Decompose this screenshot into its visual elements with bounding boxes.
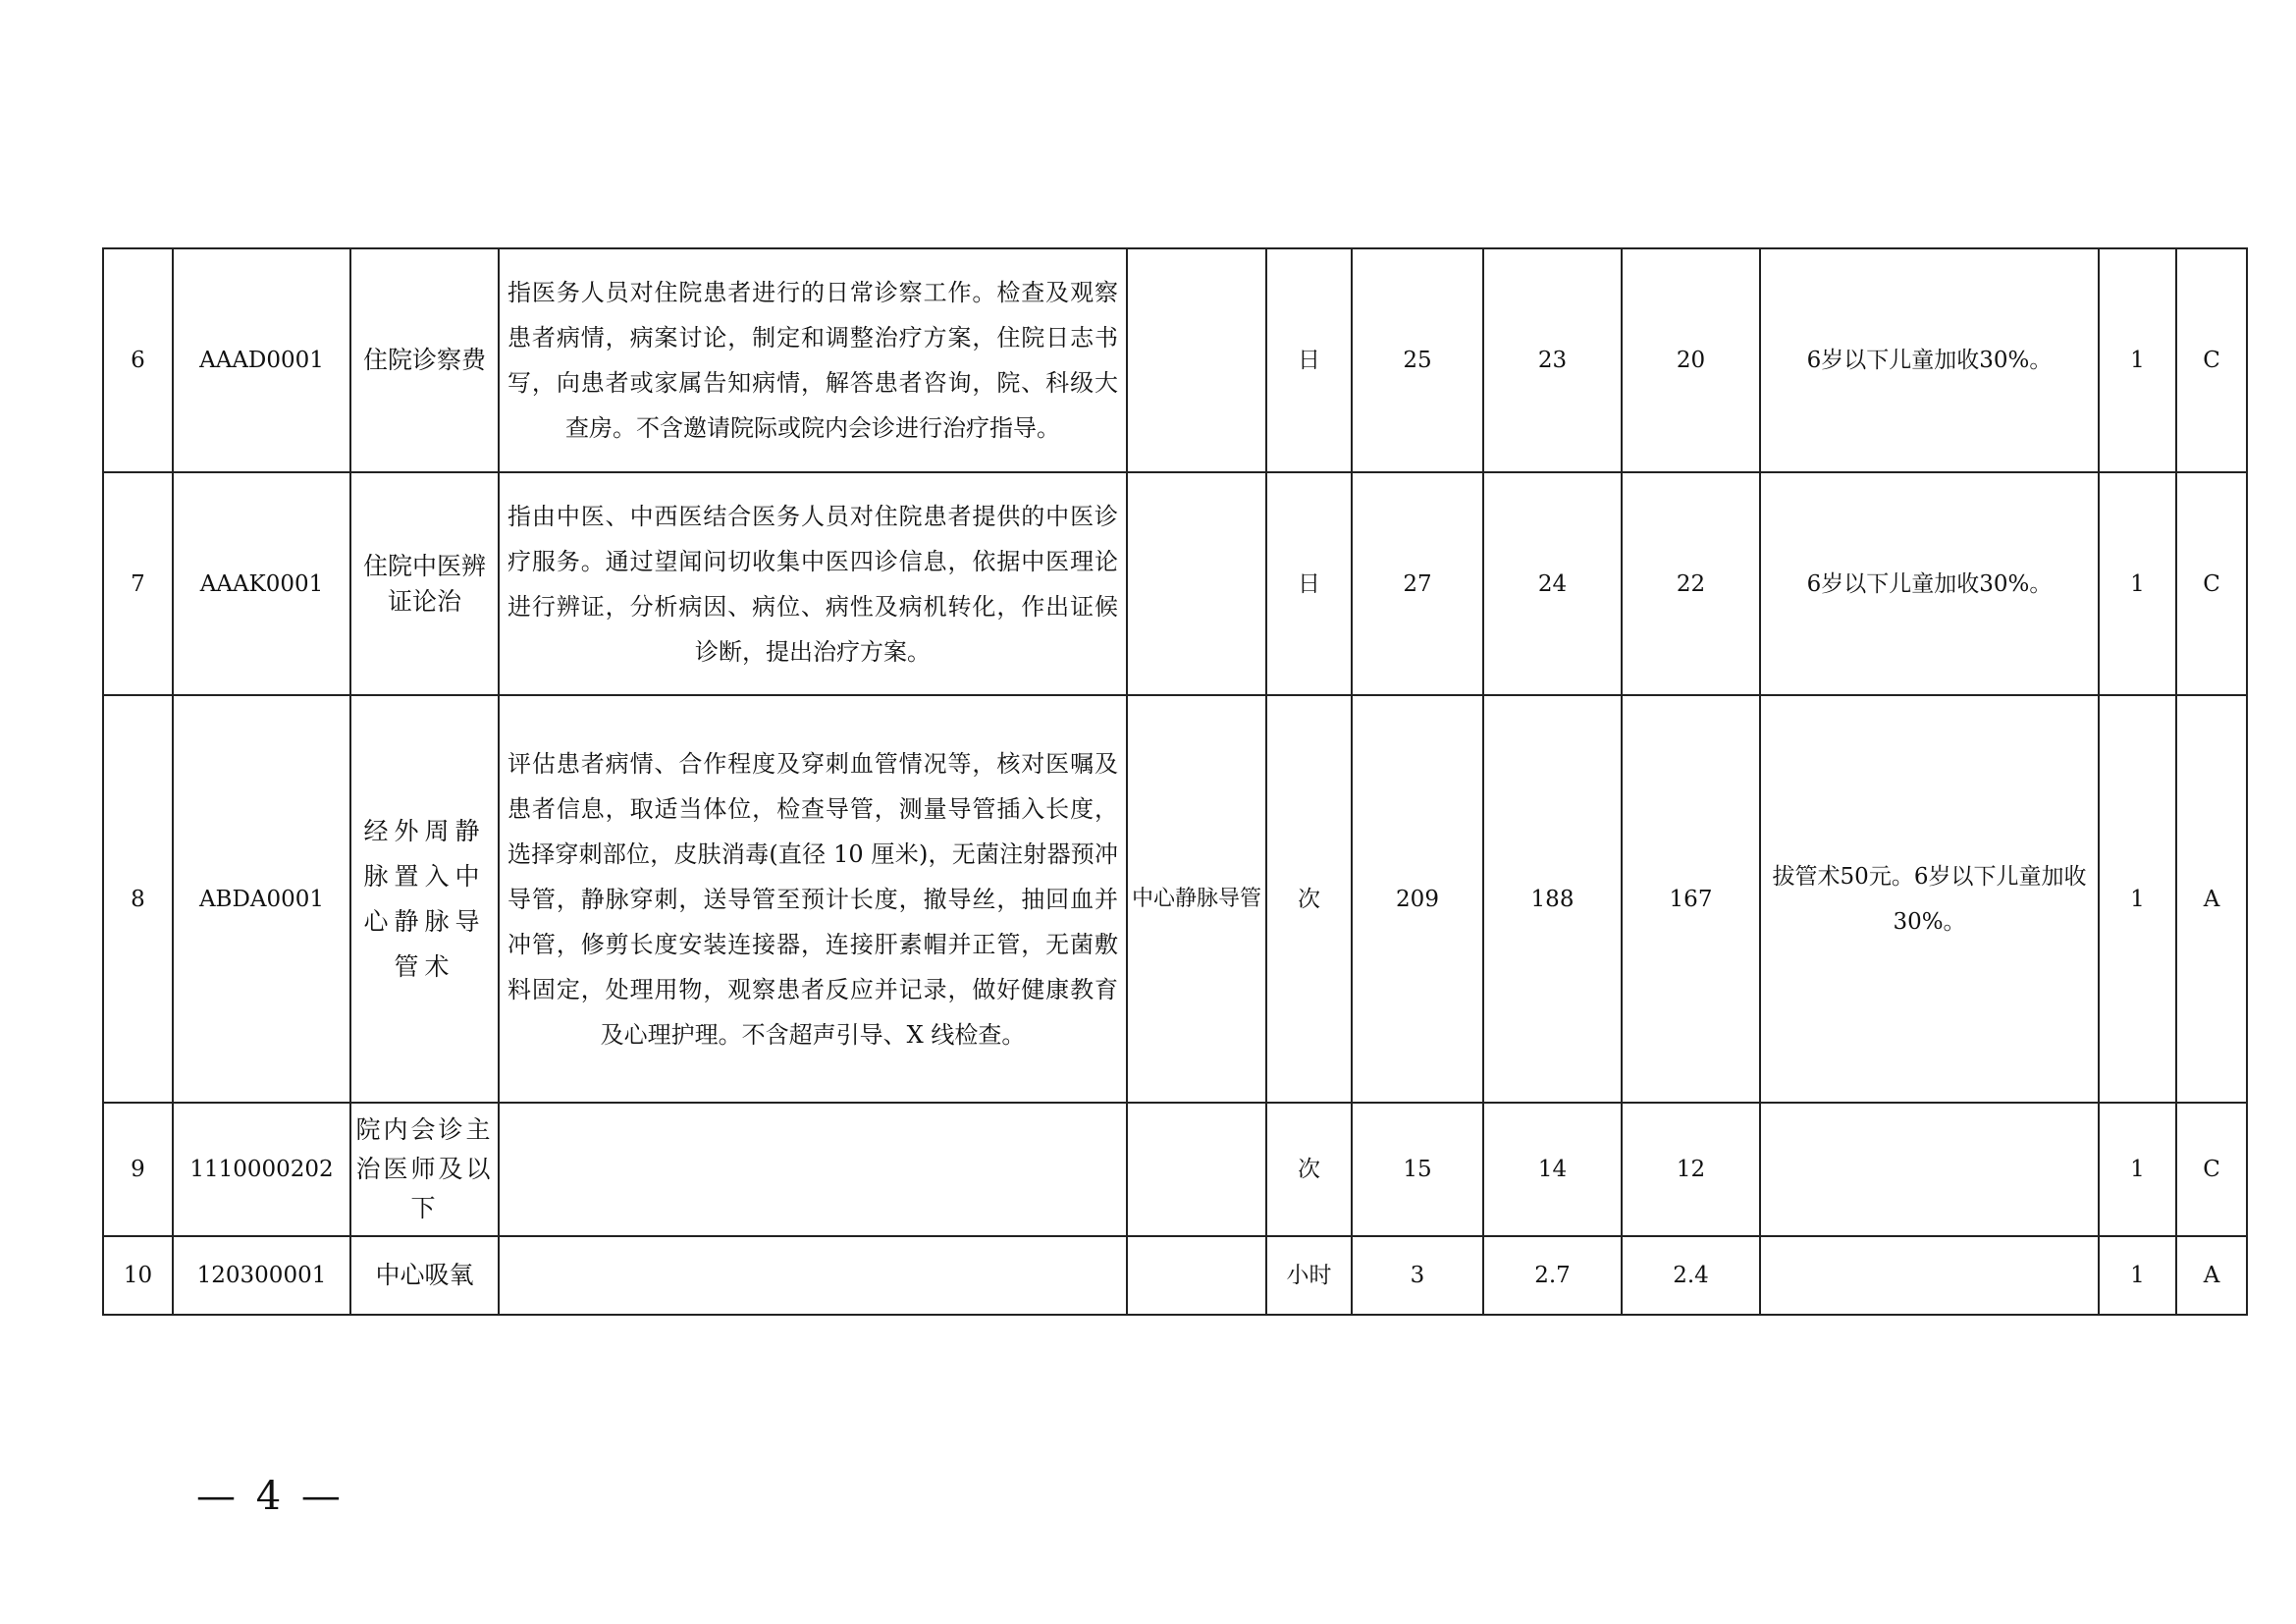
price-tier-3: 167	[1622, 695, 1760, 1103]
row-number: 6	[103, 248, 173, 472]
item-category: A	[2176, 695, 2247, 1103]
item-exclusion: 中心静脉导管	[1127, 695, 1266, 1103]
item-content: 指医务人员对住院患者进行的日常诊察工作。检查及观察患者病情，病案讨论，制定和调整治疗方案，住院日志书写，向患者或家属告知病情，解答患者咨询，院、科级大查房。不含邀请院际或院内会诊进行治疗指导。	[499, 248, 1127, 472]
item-content	[499, 1236, 1127, 1315]
item-note: 6岁以下儿童加收30%。	[1760, 472, 2099, 695]
price-tier-3: 22	[1622, 472, 1760, 695]
price-tier-2: 23	[1483, 248, 1622, 472]
item-note	[1760, 1103, 2099, 1236]
item-code: 120300001	[173, 1236, 350, 1315]
item-exclusion	[1127, 1236, 1266, 1315]
price-tier-1: 25	[1352, 248, 1483, 472]
price-tier-2: 188	[1483, 695, 1622, 1103]
item-category: C	[2176, 248, 2247, 472]
price-tier-1: 15	[1352, 1103, 1483, 1236]
item-content	[499, 1103, 1127, 1236]
table-row	[103, 472, 2247, 695]
item-name: 院内会诊主治医师及以下	[350, 1103, 499, 1236]
price-tier-3: 2.4	[1622, 1236, 1760, 1315]
item-category: A	[2176, 1236, 2247, 1315]
item-ratio: 1	[2099, 248, 2176, 472]
item-category: C	[2176, 472, 2247, 695]
fee-table	[102, 247, 2248, 1316]
item-exclusion	[1127, 472, 1266, 695]
price-tier-2: 2.7	[1483, 1236, 1622, 1315]
table-row	[103, 1103, 2247, 1236]
price-tier-1: 209	[1352, 695, 1483, 1103]
item-name: 住院中医辨证论治	[350, 472, 499, 695]
price-tier-1: 27	[1352, 472, 1483, 695]
page-number: — 4 —	[196, 1474, 345, 1519]
item-content: 评估患者病情、合作程度及穿刺血管情况等，核对医嘱及患者信息，取适当体位，检查导管，测量导管插入长度，选择穿刺部位，皮肤消毒(直径 10 厘米)，无菌注射器预冲导管，静脉穿刺，送导管至预计长度，撤导丝，抽回血并冲管，修剪长度安装连接器，连接肝素帽并正管，无菌敷料固定，处理用物，观察患者反应并记录，做好健康教育及心理护理。不含超声引导、X 线检查。	[499, 695, 1127, 1103]
item-note	[1760, 1236, 2099, 1315]
table-row	[103, 1236, 2247, 1315]
item-unit: 次	[1266, 1103, 1352, 1236]
price-tier-2: 14	[1483, 1103, 1622, 1236]
price-tier-2: 24	[1483, 472, 1622, 695]
item-code: AAAK0001	[173, 472, 350, 695]
row-number: 8	[103, 695, 173, 1103]
item-content: 指由中医、中西医结合医务人员对住院患者提供的中医诊疗服务。通过望闻问切收集中医四诊信息，依据中医理论进行辨证，分析病因、病位、病性及病机转化，作出证候诊断，提出治疗方案。	[499, 472, 1127, 695]
item-unit: 次	[1266, 695, 1352, 1103]
price-tier-3: 12	[1622, 1103, 1760, 1236]
item-category: C	[2176, 1103, 2247, 1236]
item-unit: 日	[1266, 248, 1352, 472]
item-code: ABDA0001	[173, 695, 350, 1103]
item-note: 拔管术50元。6岁以下儿童加收30%。	[1760, 695, 2099, 1103]
item-name: 经外周静脉置入中心静脉导管术	[350, 695, 499, 1103]
row-number: 7	[103, 472, 173, 695]
item-exclusion	[1127, 1103, 1266, 1236]
item-code: 1110000202	[173, 1103, 350, 1236]
item-unit: 日	[1266, 472, 1352, 695]
row-number: 9	[103, 1103, 173, 1236]
price-tier-1: 3	[1352, 1236, 1483, 1315]
item-exclusion	[1127, 248, 1266, 472]
table-row	[103, 695, 2247, 1103]
item-name: 中心吸氧	[350, 1236, 499, 1315]
item-name: 住院诊察费	[350, 248, 499, 472]
price-tier-3: 20	[1622, 248, 1760, 472]
item-unit: 小时	[1266, 1236, 1352, 1315]
item-ratio: 1	[2099, 695, 2176, 1103]
table-row	[103, 248, 2247, 472]
item-ratio: 1	[2099, 472, 2176, 695]
row-number: 10	[103, 1236, 173, 1315]
item-code: AAAD0001	[173, 248, 350, 472]
item-note: 6岁以下儿童加收30%。	[1760, 248, 2099, 472]
item-ratio: 1	[2099, 1103, 2176, 1236]
item-ratio: 1	[2099, 1236, 2176, 1315]
